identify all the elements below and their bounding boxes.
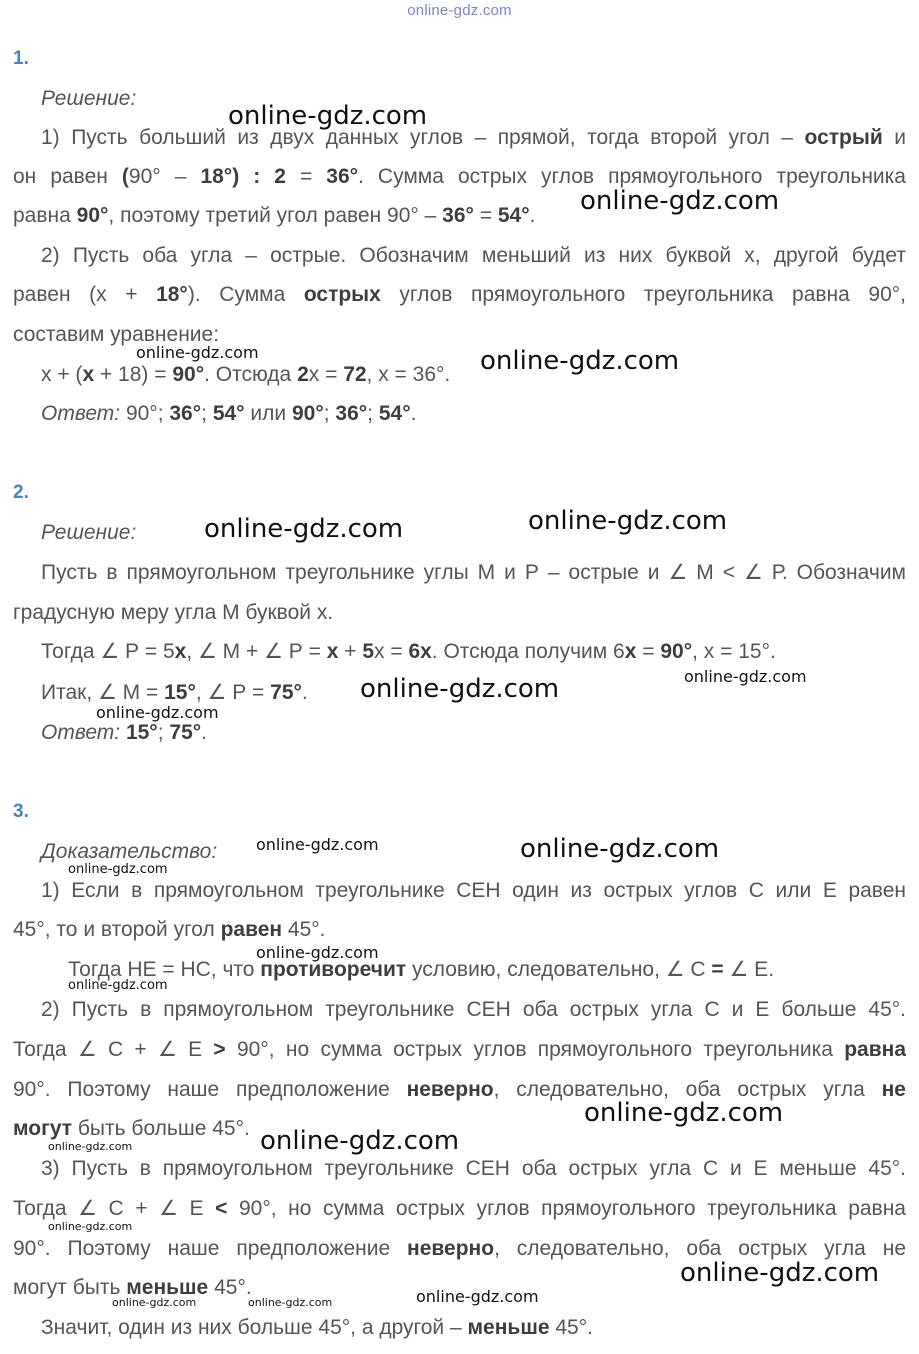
task-2-line-3: градусную меру угла М буквой х. [13,601,334,624]
task-1-line-4: равна 90°, поэтому третий угол равен 90° – 36° = 54°. [13,204,536,227]
watermark-text: online-gdz.com [256,835,379,854]
task-3-line-8: могут быть больше 45°. [13,1117,250,1140]
task-3-line-4: Тогда НЕ = НС, что противоречит условию, следовательно, ∠ С = ∠ Е. [68,958,775,981]
watermark-text: online-gdz.com [228,101,428,131]
watermark-text: online-gdz.com [68,862,168,877]
task-3-line-9: 3) Пусть в прямоугольном треугольнике СЕН оба острых угла С и Е меньше 45°. [41,1157,906,1180]
task-1-line-5: 2) Пусть оба угла – острые. Обозначим меньший из них буквой х, другой будет [41,244,906,267]
watermark-text: online-gdz.com [112,1296,197,1309]
task-3-line-2: 1) Если в прямоугольном треугольнике СЕН один из острых углов С или Е равен [41,879,906,902]
watermark-text: online-gdz.com [248,1296,333,1309]
task-3-line-6: Тогда ∠ С + ∠ Е > 90°, но сумма острых углов прямоугольного треугольника равна [13,1038,906,1061]
watermark-text: online-gdz.com [136,343,259,362]
watermark-text: online-gdz.com [96,703,219,722]
watermark-text: online-gdz.com [204,514,404,544]
task-1-line-3: он равен (90° – 18°) : 2 = 36°. Сумма острых углов прямоугольного треугольника [13,165,906,188]
watermark-text: online-gdz.com [68,978,168,993]
task-3-proof-label: Доказательство: [41,840,218,863]
task-2-line-4: Тогда ∠ Р = 5х, ∠ М + ∠ Р = х + 5х = 6х. Отсюда получим 6х = 90°, х = 15°. [41,640,776,663]
watermark-text: online-gdz.com [684,667,807,686]
task-3-number: 3. [13,801,29,822]
task-2-line-5: Итак, ∠ М = 15°, ∠ Р = 75°. [41,681,308,704]
task-3-line-3: 45°, то и второй угол равен 45°. [13,918,326,941]
task-1-line-2: 1) Пусть больший из двух данных углов – прямой, тогда второй угол – острый и [41,126,906,149]
task-1-solution-label: Решение: [41,87,137,110]
watermark-text: online-gdz.com [520,834,720,864]
task-1-line-7: составим уравнение: [13,323,220,346]
task-3-line-5: 2) Пусть в прямоугольном треугольнике СЕН оба острых угла С и Е больше 45°. [41,998,906,1021]
site-header-watermark: online-gdz.com [407,2,512,19]
watermark-text: online-gdz.com [580,186,780,216]
task-2-line-2: Пусть в прямоугольном треугольнике углы М и Р – острые и ∠ М < ∠ Р. Обозначим [41,561,906,584]
task-1-answer: Ответ: 90°; 36°; 54° или 90°; 36°; 54°. [41,402,417,425]
task-2-answer: Ответ: 15°; 75°. [41,721,207,744]
task-3-conclusion: Значит, один из них больше 45°, а другой – меньше 45°. [41,1316,593,1339]
watermark-text: online-gdz.com [528,506,728,536]
watermark-text: online-gdz.com [48,1220,133,1233]
watermark-text: online-gdz.com [584,1098,784,1128]
task-2-number: 2. [13,482,29,503]
task-3-line-7: 90°. Поэтому наше предположение неверно, следовательно, оба острых угла не [13,1078,906,1101]
task-1-number: 1. [13,48,29,69]
watermark-text: online-gdz.com [48,1140,133,1153]
watermark-text: online-gdz.com [360,674,560,704]
task-3-line-11: 90°. Поэтому наше предположение неверно, следовательно, оба острых угла не [13,1237,906,1260]
task-3-line-12: могут быть меньше 45°. [13,1276,252,1299]
watermark-text: online-gdz.com [260,1126,460,1156]
task-1-line-8: х + (х + 18) = 90°. Отсюда 2х = 72, х = 36°. [41,363,451,386]
watermark-text: online-gdz.com [480,346,680,376]
watermark-text: online-gdz.com [256,943,379,962]
watermark-text: online-gdz.com [416,1287,539,1306]
task-2-solution-label: Решение: [41,521,137,544]
watermark-text: online-gdz.com [680,1258,880,1288]
task-1-line-6: равен (х + 18°). Сумма острых углов прямоугольного треугольника равна 90°, [13,283,906,306]
task-3-line-10: Тогда ∠ С + ∠ Е < 90°, но сумма острых углов прямоугольного треугольника равна [13,1197,906,1220]
